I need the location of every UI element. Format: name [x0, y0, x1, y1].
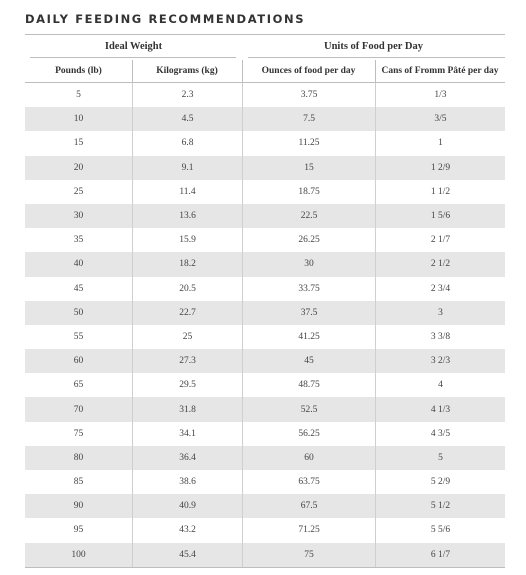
cell-kilograms: 18.2 — [132, 252, 242, 276]
cell-pounds: 95 — [73, 525, 84, 536]
header-divider-3 — [375, 60, 376, 83]
cell-pounds: 35 — [73, 235, 84, 246]
cell-pounds: 10 — [73, 114, 84, 125]
cell-kilograms: 6.8 — [132, 131, 242, 155]
cell-cans: 1 1/2 — [375, 180, 505, 204]
cell-cans: 2 1/7 — [375, 228, 505, 252]
cell-cans: 5 1/2 — [375, 494, 505, 518]
table-row — [25, 301, 505, 325]
table-row — [25, 277, 505, 301]
cell-pounds: 100 — [71, 549, 86, 560]
cell-cans: 5 2/9 — [375, 470, 505, 494]
cell-ounces: 48.75 — [242, 373, 375, 397]
table-row — [25, 518, 505, 542]
table-row — [25, 228, 505, 252]
cell-ounces: 41.25 — [242, 325, 375, 349]
table-row — [25, 325, 505, 349]
cell-cans: 1 5/6 — [375, 204, 505, 228]
cell-cans: 1 — [375, 131, 505, 155]
cell-cans: 4 3/5 — [375, 422, 505, 446]
cell-cans: 4 1/3 — [375, 397, 505, 421]
cell-ounces: 30 — [242, 252, 375, 276]
cell-ounces: 15 — [242, 156, 375, 180]
table-row — [25, 204, 505, 228]
group-header-rule-right — [248, 57, 505, 58]
cell-pounds: 60 — [73, 356, 84, 367]
table-row — [25, 543, 505, 567]
cell-kilograms: 11.4 — [132, 180, 242, 204]
cell-cans: 3 3/8 — [375, 325, 505, 349]
cell-cans: 3 — [375, 301, 505, 325]
table-row — [25, 180, 505, 204]
table-row — [25, 422, 505, 446]
cell-kilograms: 25 — [132, 325, 242, 349]
cell-kilograms: 13.6 — [132, 204, 242, 228]
cell-pounds: 5 — [76, 90, 81, 101]
cell-ounces: 33.75 — [242, 277, 375, 301]
cell-ounces: 7.5 — [242, 107, 375, 131]
cell-ounces: 3.75 — [242, 83, 375, 107]
cell-ounces: 18.75 — [242, 180, 375, 204]
feeding-table-body — [25, 83, 505, 567]
cell-kilograms: 45.4 — [132, 543, 242, 567]
group-header-ideal-weight: Ideal Weight — [104, 41, 163, 52]
cell-cans: 4 — [375, 373, 505, 397]
cell-pounds: 75 — [73, 428, 84, 439]
cell-kilograms: 4.5 — [132, 107, 242, 131]
table-row — [25, 83, 505, 107]
cell-ounces: 71.25 — [242, 518, 375, 542]
cell-cans: 1/3 — [375, 83, 505, 107]
cell-ounces: 75 — [242, 543, 375, 567]
table-row — [25, 373, 505, 397]
table-row — [25, 349, 505, 373]
group-header-units-of-food: Units of Food per Day — [324, 41, 423, 52]
column-header-pounds: Pounds (lb) — [55, 66, 102, 76]
cell-ounces: 52.5 — [242, 397, 375, 421]
cell-kilograms: 29.5 — [132, 373, 242, 397]
cell-pounds: 40 — [73, 259, 84, 270]
table-row — [25, 494, 505, 518]
cell-ounces: 56.25 — [242, 422, 375, 446]
cell-kilograms: 22.7 — [132, 301, 242, 325]
cell-kilograms: 15.9 — [132, 228, 242, 252]
table-row — [25, 470, 505, 494]
cell-pounds: 70 — [73, 404, 84, 415]
cell-ounces: 60 — [242, 446, 375, 470]
table-row — [25, 131, 505, 155]
feeding-table-title: DAILY FEEDING RECOMMENDATIONS — [25, 12, 306, 26]
table-row — [25, 156, 505, 180]
cell-pounds: 45 — [73, 283, 84, 294]
table-bottom-rule — [25, 567, 505, 568]
cell-pounds: 85 — [73, 477, 84, 488]
cell-cans: 3/5 — [375, 107, 505, 131]
cell-pounds: 50 — [73, 307, 84, 318]
cell-cans: 3 2/3 — [375, 349, 505, 373]
cell-ounces: 67.5 — [242, 494, 375, 518]
cell-pounds: 25 — [73, 186, 84, 197]
cell-pounds: 55 — [73, 331, 84, 342]
cell-ounces: 11.25 — [242, 131, 375, 155]
cell-pounds: 30 — [73, 211, 84, 222]
cell-cans: 5 — [375, 446, 505, 470]
column-header-kilograms: Kilograms (kg) — [156, 66, 218, 76]
cell-cans: 2 1/2 — [375, 252, 505, 276]
cell-kilograms: 40.9 — [132, 494, 242, 518]
table-row — [25, 107, 505, 131]
table-row — [25, 397, 505, 421]
cell-cans: 1 2/9 — [375, 156, 505, 180]
cell-ounces: 26.25 — [242, 228, 375, 252]
column-header-cans: Cans of Fromm Pâté per day — [381, 66, 499, 76]
cell-cans: 2 3/4 — [375, 277, 505, 301]
cell-ounces: 45 — [242, 349, 375, 373]
cell-pounds: 80 — [73, 452, 84, 463]
cell-cans: 5 5/6 — [375, 518, 505, 542]
cell-kilograms: 38.6 — [132, 470, 242, 494]
cell-ounces: 37.5 — [242, 301, 375, 325]
cell-kilograms: 43.2 — [132, 518, 242, 542]
cell-pounds: 20 — [73, 162, 84, 173]
header-divider-1 — [132, 60, 133, 83]
cell-kilograms: 9.1 — [132, 156, 242, 180]
cell-cans: 6 1/7 — [375, 543, 505, 567]
cell-kilograms: 2.3 — [132, 83, 242, 107]
column-header-ounces: Ounces of food per day — [261, 66, 356, 76]
group-header-rule-left — [30, 57, 236, 58]
cell-pounds: 65 — [73, 380, 84, 391]
cell-kilograms: 31.8 — [132, 397, 242, 421]
cell-ounces: 22.5 — [242, 204, 375, 228]
cell-ounces: 63.75 — [242, 470, 375, 494]
table-row — [25, 252, 505, 276]
cell-kilograms: 36.4 — [132, 446, 242, 470]
cell-pounds: 90 — [73, 501, 84, 512]
cell-kilograms: 34.1 — [132, 422, 242, 446]
title-rule — [25, 34, 505, 35]
cell-pounds: 15 — [73, 138, 84, 149]
cell-kilograms: 27.3 — [132, 349, 242, 373]
cell-kilograms: 20.5 — [132, 277, 242, 301]
table-row — [25, 446, 505, 470]
header-divider-2 — [242, 60, 243, 83]
